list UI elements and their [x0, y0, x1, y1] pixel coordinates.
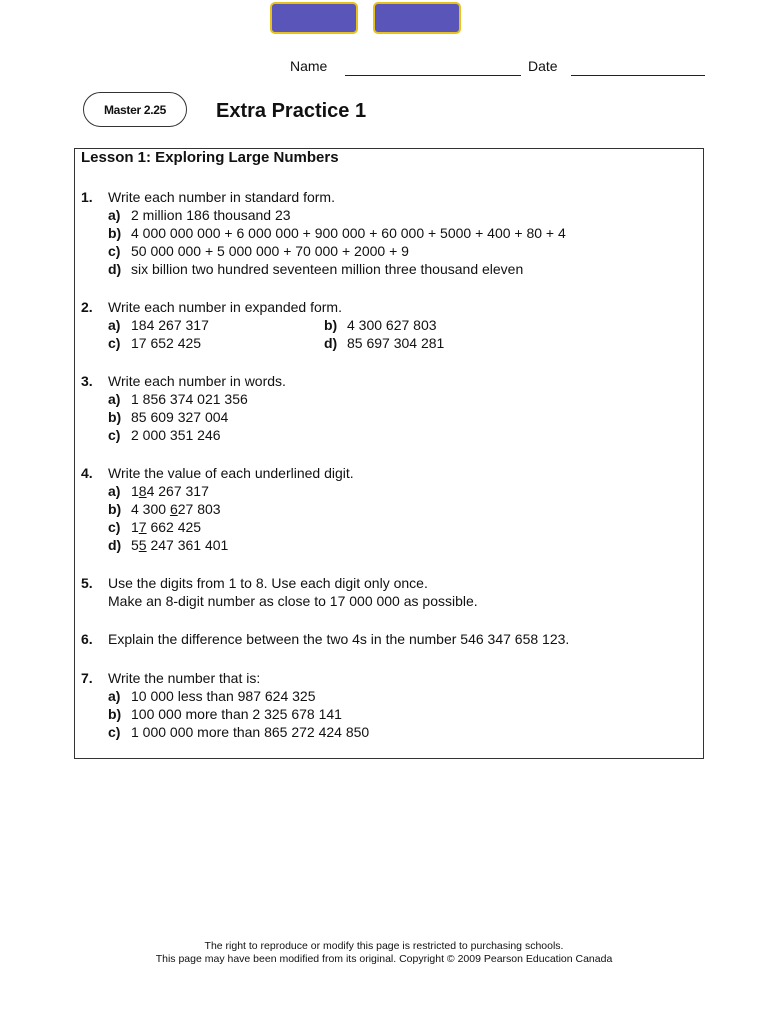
question-2	[81, 298, 681, 352]
item-label: c)	[108, 335, 121, 351]
item-text: 2 000 351 246	[131, 427, 221, 443]
name-label: Name	[290, 58, 328, 74]
item-text: 100 000 more than 2 325 678 141	[131, 706, 342, 722]
item-label: c)	[108, 519, 121, 535]
item-label: b)	[108, 706, 122, 722]
item-text: 662 425	[146, 519, 202, 535]
item-label: b)	[108, 409, 122, 425]
question-prompt: Use the digits from 1 to 8. Use each digit only once.	[108, 575, 428, 591]
exercise-box	[74, 148, 704, 759]
question-5	[81, 574, 478, 610]
item-label: c)	[108, 243, 121, 259]
item-label: d)	[108, 261, 122, 277]
item-label: a)	[108, 688, 121, 704]
question-prompt: Write each number in standard form.	[108, 189, 335, 205]
date-line	[571, 75, 705, 76]
item-label: d)	[108, 537, 122, 553]
question-6	[81, 630, 569, 648]
underlined-digit: 6	[169, 501, 178, 517]
page-title: Extra Practice 1	[216, 100, 367, 122]
item-text: 184 267 317	[131, 317, 209, 333]
item-text: 4 300 627 803	[347, 317, 437, 333]
item-text: 27 803	[177, 501, 221, 517]
underlined-digit: 5	[138, 537, 147, 553]
item-text: 1 856 374 021 356	[131, 391, 248, 407]
question-prompt: Write the number that is:	[108, 670, 261, 686]
item-text: 50 000 000 + 5 000 000 + 70 000 + 2000 + 9	[131, 243, 409, 259]
question-number: 1.	[81, 189, 93, 205]
footer-line-1: The right to reproduce or modify this page is restricted to purchasing schools.	[204, 940, 564, 952]
question-prompt-continued: Make an 8-digit number as close to 17 000 000 as possible.	[108, 593, 478, 609]
item-text: 85 697 304 281	[347, 335, 445, 351]
item-text: 2 million 186 thousand 23	[131, 207, 291, 223]
copyright-footer	[0, 940, 768, 966]
item-label: b)	[108, 501, 122, 517]
question-number: 6.	[81, 631, 93, 647]
item-label: c)	[108, 427, 121, 443]
item-text: 1	[131, 483, 139, 499]
question-prompt: Write each number in words.	[108, 373, 286, 389]
question-number: 5.	[81, 575, 93, 591]
item-label: a)	[108, 483, 121, 499]
underlined-digit: 7	[138, 519, 147, 535]
question-number: 4.	[81, 465, 93, 481]
item-label: a)	[108, 317, 121, 333]
item-text: 10 000 less than 987 624 325	[131, 688, 316, 704]
item-text: 17 652 425	[131, 335, 202, 351]
lesson-title: Lesson 1: Exploring Large Numbers	[81, 149, 339, 166]
header-tab-left	[270, 2, 358, 34]
item-text: 4 267 317	[146, 483, 209, 499]
question-prompt: Write each number in expanded form.	[108, 299, 342, 315]
master-badge: Master 2.25	[83, 92, 187, 127]
item-text: 1	[131, 519, 139, 535]
question-prompt: Write the value of each underlined digit.	[108, 465, 354, 481]
name-line	[345, 75, 521, 76]
question-prompt: Explain the difference between the two 4s in the number 546 347 658 123.	[108, 631, 570, 647]
question-7	[81, 669, 369, 741]
item-label: a)	[108, 391, 121, 407]
item-label: a)	[108, 207, 121, 223]
item-label: c)	[108, 724, 121, 740]
item-text: six billion two hundred seventeen million three thousand eleven	[131, 261, 524, 277]
question-number: 7.	[81, 670, 93, 686]
underlined-digit: 8	[138, 483, 147, 499]
item-label: b)	[108, 225, 122, 241]
footer-line-2: This page may have been modified from its original. Copyright © 2009 Pearson Education Canada	[155, 953, 613, 965]
date-label: Date	[528, 58, 558, 74]
item-text: 5	[131, 537, 139, 553]
item-label: d)	[324, 335, 338, 351]
item-text: 4 000 000 000 + 6 000 000 + 900 000 + 60 000 + 5000 + 400 + 80 + 4	[131, 225, 566, 241]
question-4	[81, 464, 354, 554]
header-tab-right	[373, 2, 461, 34]
question-1	[81, 188, 566, 278]
item-text: 4 300	[131, 501, 170, 517]
item-text: 1 000 000 more than 865 272 424 850	[131, 724, 370, 740]
question-number: 3.	[81, 373, 93, 389]
item-text: 247 361 401	[146, 537, 229, 553]
question-3	[81, 372, 286, 444]
item-text: 85 609 327 004	[131, 409, 229, 425]
item-label: b)	[324, 317, 338, 333]
question-number: 2.	[81, 299, 93, 315]
